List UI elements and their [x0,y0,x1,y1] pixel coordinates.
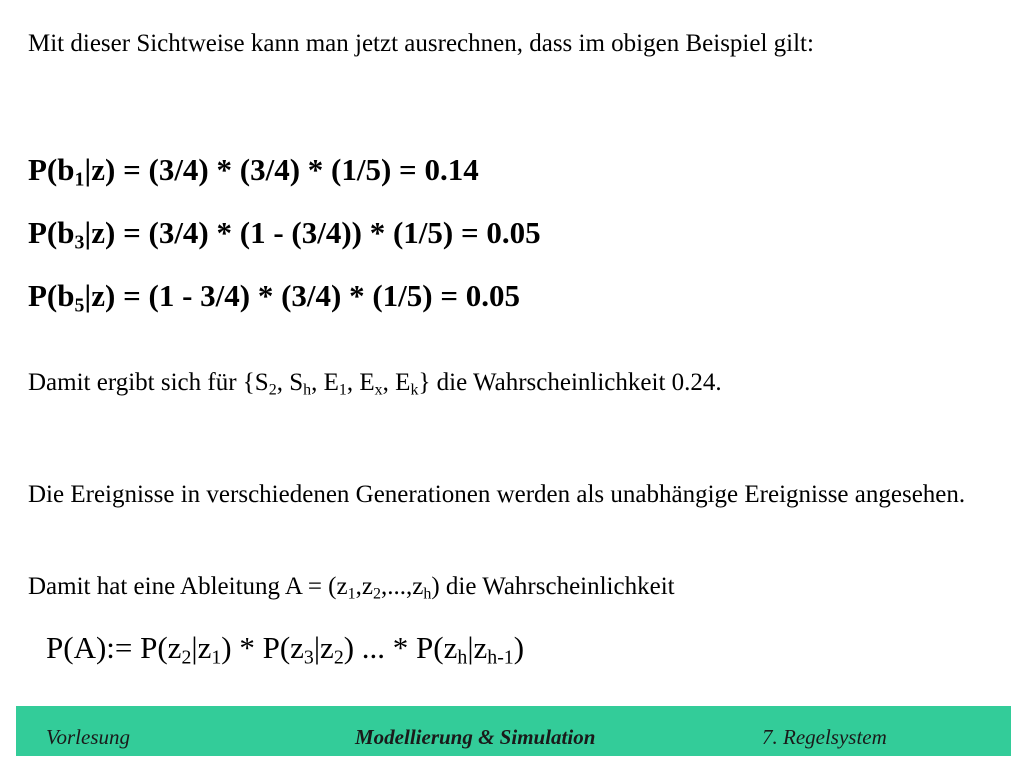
footer-course-title: Modellierung & Simulation [355,725,596,749]
result-sentence: Damit ergibt sich für {$S_2$, $S_h$, $E_1$, $E_x$, $E_k$} die Wahrscheinlichkeit 0.24. [28,369,722,399]
footer-lecture-label: Vorlesung [46,725,130,749]
formula-b3: $P(b_3|z) = (3/4) * (1 - (3/4)) * (1/5) = 0.05$ [28,215,541,254]
footer-chapter-label: 7. Regelsystem [762,725,887,749]
intro-paragraph: Mit dieser Sichtweise kann man jetzt ausrechnen, dass im obigen Beispiel gilt: [28,30,814,57]
final-probability-formula: P(A):= $P(z_2|z_1) * P(z_3|z_2)$ ... * $P(z_h|z_{h-1})$ [46,630,525,669]
formula-b1: $P(b_1|z) = (3/4) * (3/4) * (1/5) = 0.14$ [28,152,479,191]
independence-paragraph: Die Ereignisse in verschiedenen Generationen werden als unabhängige Ereignisse angesehen. [28,481,966,508]
derivation-sentence: Damit hat eine Ableitung $A = (z_1,z_2,...,z_h)$ die Wahrscheinlichkeit [28,573,675,603]
formula-b5: $P(b_5|z) = (1 - 3/4) * (3/4) * (1/5) = 0.05$ [28,278,521,317]
footer-bar [16,706,1011,756]
